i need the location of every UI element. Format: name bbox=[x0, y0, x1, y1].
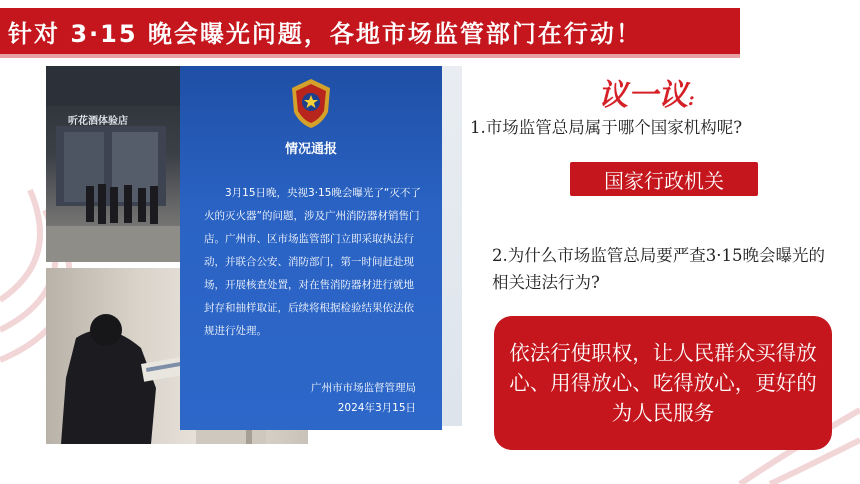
store-night-photo bbox=[46, 66, 180, 262]
answer-1-box: 国家行政机关 bbox=[570, 162, 758, 196]
notice-date: 2024年3月15日 bbox=[337, 402, 416, 414]
title-underline bbox=[0, 54, 740, 58]
police-emblem-icon bbox=[284, 76, 338, 130]
notice-heading: 情况通报 bbox=[284, 142, 337, 157]
notice-issuer: 广州市市场监督管理局 bbox=[311, 382, 416, 394]
discussion-colon: : bbox=[688, 89, 695, 110]
notice-body: 3月15日晚，央视3·15晚会曝光了“灭不了火的灭火器”的问题，涉及广州消防器材销售门店。广州市、区市场监管部门立即采取执法行动，并联合公安、消防部门，第一时间赶赴现场，开展核查处置，对在售消防器材进行就地封存和抽样取证，后续将根据检验结果依法依规进行处理。 bbox=[204, 187, 421, 337]
incident-notice bbox=[180, 66, 442, 430]
document-photo-edge bbox=[442, 66, 462, 426]
answer-2-box: 依法行使职权，让人民群众买得放心、用得放心、吃得放心，更好的为人民服务 bbox=[494, 316, 832, 450]
discussion-heading bbox=[598, 70, 695, 114]
slide-title: 针对 3·15 晚会曝光问题，各地市场监管部门在行动！ bbox=[0, 8, 740, 54]
question-2: 2.为什么市场监管总局要严查3·15晚会曝光的相关违法行为? bbox=[492, 246, 825, 292]
notice-signature bbox=[311, 378, 416, 418]
discussion-heading-text: 议一议 bbox=[598, 78, 688, 113]
store-sign-text: 听花酒体验店 bbox=[68, 116, 128, 127]
question-1: 1.市场监管总局属于哪个国家机构呢? bbox=[470, 118, 743, 137]
